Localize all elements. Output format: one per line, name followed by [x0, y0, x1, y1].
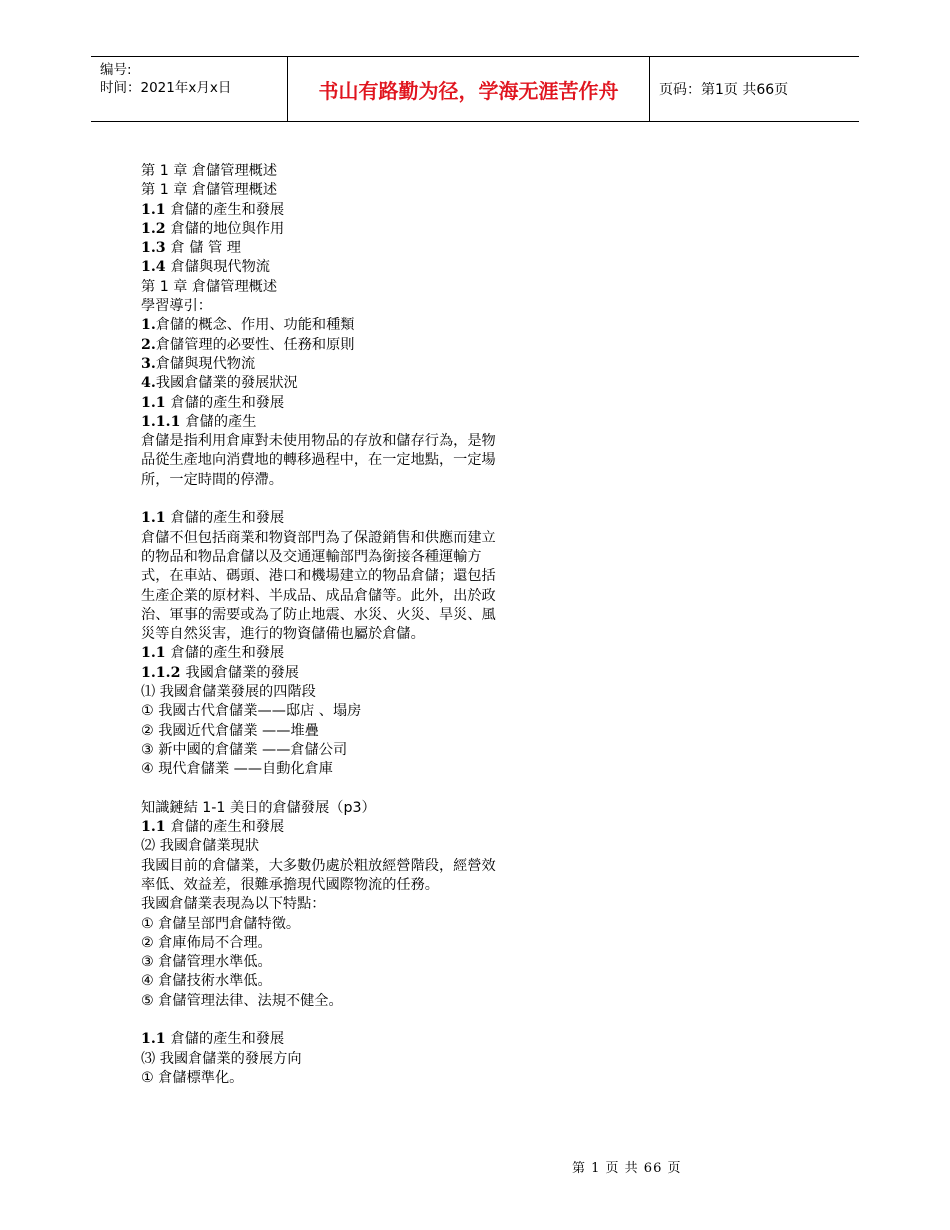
header-motto: 书山有路勤为径，学海无涯苦作舟	[287, 57, 650, 121]
text-line	[141, 374, 503, 393]
line-text: ① 倉儲呈部門倉儲特徵。	[141, 915, 301, 932]
text-line	[141, 1069, 503, 1088]
line-text: ④ 倉儲技術水準低。	[141, 973, 272, 990]
section-number: 1.1	[141, 645, 171, 662]
section-number: 4.	[141, 375, 156, 392]
line-text: 倉儲的產生和發展	[170, 819, 285, 836]
line-text: ⑤ 倉儲管理法律、法規不健全。	[141, 992, 343, 1009]
text-line	[141, 741, 503, 760]
blank-line	[141, 1011, 503, 1030]
paragraph	[141, 432, 503, 490]
line-text: ② 倉庫佈局不合理。	[141, 934, 272, 951]
section-number: 1.3	[141, 240, 171, 257]
text-line	[141, 644, 503, 663]
text-line	[141, 181, 503, 200]
line-text: 倉儲的地位與作用	[170, 220, 285, 237]
section-number: 1.1.1	[141, 413, 186, 430]
text-line	[141, 201, 503, 220]
text-line	[141, 953, 503, 972]
header-page-info: 页码：第1页 共66页	[659, 82, 789, 98]
line-text: 倉儲是指利用倉庫對未使用物品的存放和儲存行為，是物品從生產地向消費地的轉移過程中，在一定地點，一定場所，一定時間的停滯。	[141, 433, 496, 488]
text-line	[141, 278, 503, 297]
text-line	[141, 258, 503, 277]
text-line	[141, 760, 503, 779]
text-line	[141, 239, 503, 258]
blank-line	[141, 780, 503, 799]
line-text: 倉儲的產生和發展	[170, 645, 285, 662]
text-line	[141, 355, 503, 374]
text-line	[141, 413, 503, 432]
text-line	[141, 934, 503, 953]
text-line	[141, 722, 503, 741]
section-number: 3.	[141, 355, 156, 372]
text-line	[141, 394, 503, 413]
line-text: ① 倉儲標準化。	[141, 1069, 244, 1086]
text-line	[141, 1050, 503, 1069]
text-line	[141, 336, 503, 355]
line-text: 倉儲管理的必要性、任務和原則	[155, 336, 355, 353]
page-header	[91, 56, 859, 122]
line-text: 倉儲的產生和發展	[170, 201, 285, 218]
text-line	[141, 972, 503, 991]
section-number: 1.1	[141, 1031, 171, 1048]
section-number: 1.1	[141, 201, 171, 218]
paragraph	[141, 529, 503, 645]
line-text: 倉儲的產生	[185, 413, 257, 430]
text-line	[141, 915, 503, 934]
text-line	[141, 1030, 503, 1049]
text-line	[141, 837, 503, 856]
section-number: 1.1	[141, 394, 171, 411]
section-number: 1.1	[141, 819, 171, 836]
text-line	[141, 664, 503, 683]
line-text: ④ 現代倉儲業 ——自動化倉庫	[141, 761, 333, 778]
text-line	[141, 702, 503, 721]
text-line	[141, 895, 503, 914]
line-text: 倉儲的產生和發展	[170, 510, 285, 527]
text-line	[141, 992, 503, 1011]
line-text: ② 我國近代倉儲業 ——堆疊	[141, 722, 319, 739]
text-line	[141, 297, 503, 316]
line-text: ③ 倉儲管理水準低。	[141, 954, 272, 971]
line-text: 知識鏈結 1-1 美日的倉儲發展（p3）	[141, 799, 376, 816]
line-text: ⑴ 我國倉儲業發展的四階段	[141, 684, 316, 701]
section-number: 1.4	[141, 259, 171, 276]
line-text: 我國倉儲業表現為以下特點：	[141, 896, 326, 913]
text-line	[141, 683, 503, 702]
text-line	[141, 818, 503, 837]
line-text: 第 1 章 倉儲管理概述	[141, 182, 278, 199]
line-text: 學習導引：	[141, 298, 212, 315]
line-text: 我國倉儲業的發展	[185, 664, 299, 681]
line-text: 倉儲與現代物流	[170, 259, 270, 276]
page-footer: 第 1 页 共 66 页	[572, 1161, 682, 1176]
text-line	[141, 509, 503, 528]
line-text: ⑶ 我國倉儲業的發展方向	[141, 1050, 302, 1067]
section-number: 1.1.2	[141, 664, 186, 681]
paragraph	[141, 857, 503, 896]
text-line	[141, 162, 503, 181]
line-text: 倉儲的概念、作用、功能和種類	[155, 317, 355, 334]
line-text: 倉儲的產生和發展	[170, 1031, 285, 1048]
line-text: 倉儲與現代物流	[155, 355, 256, 372]
time-label: 时间：2021年x月x日	[100, 80, 232, 96]
section-number: 1.1	[141, 510, 171, 527]
line-text: 我國目前的倉儲業，大多數仍處於粗放經營階段，經營效率低、效益差，很難承擔現代國際物流的任務。	[141, 857, 496, 893]
text-line	[141, 220, 503, 239]
line-text: 第 1 章 倉儲管理概述	[141, 278, 278, 295]
line-text: 倉儲不但包括商業和物資部門為了保證銷售和供應而建立的物品和物品倉儲以及交通運輸部門為銜接各種運輸方式，在車站、碼頭、港口和機場建立的物品倉儲；還包括生產企業的原材料、半成品、成品倉儲等。此外，出於政治、軍事的需要或為了防止地震、水災、火災、旱災、風災等自然災害，進行的物資儲備也屬於倉儲。	[141, 529, 496, 643]
section-number: 2.	[141, 336, 156, 353]
blank-line	[141, 490, 503, 509]
document-body	[141, 162, 503, 1088]
text-line	[141, 799, 503, 818]
section-number: 1.	[141, 317, 156, 334]
line-text: ③ 新中國的倉儲業 ——倉儲公司	[141, 741, 348, 758]
section-number: 1.2	[141, 220, 171, 237]
line-text: ⑵ 我國倉儲業現狀	[141, 838, 260, 855]
line-text: 倉 儲 管 理	[170, 240, 241, 257]
line-text: ① 我國古代倉儲業——邸店 、塌房	[141, 703, 362, 720]
line-text: 倉儲的產生和發展	[170, 394, 285, 411]
serial-label: 编号:	[100, 62, 132, 78]
line-text: 第 1 章 倉儲管理概述	[141, 163, 278, 179]
text-line	[141, 316, 503, 335]
line-text: 我國倉儲業的發展狀況	[155, 375, 298, 392]
header-meta	[91, 57, 287, 121]
